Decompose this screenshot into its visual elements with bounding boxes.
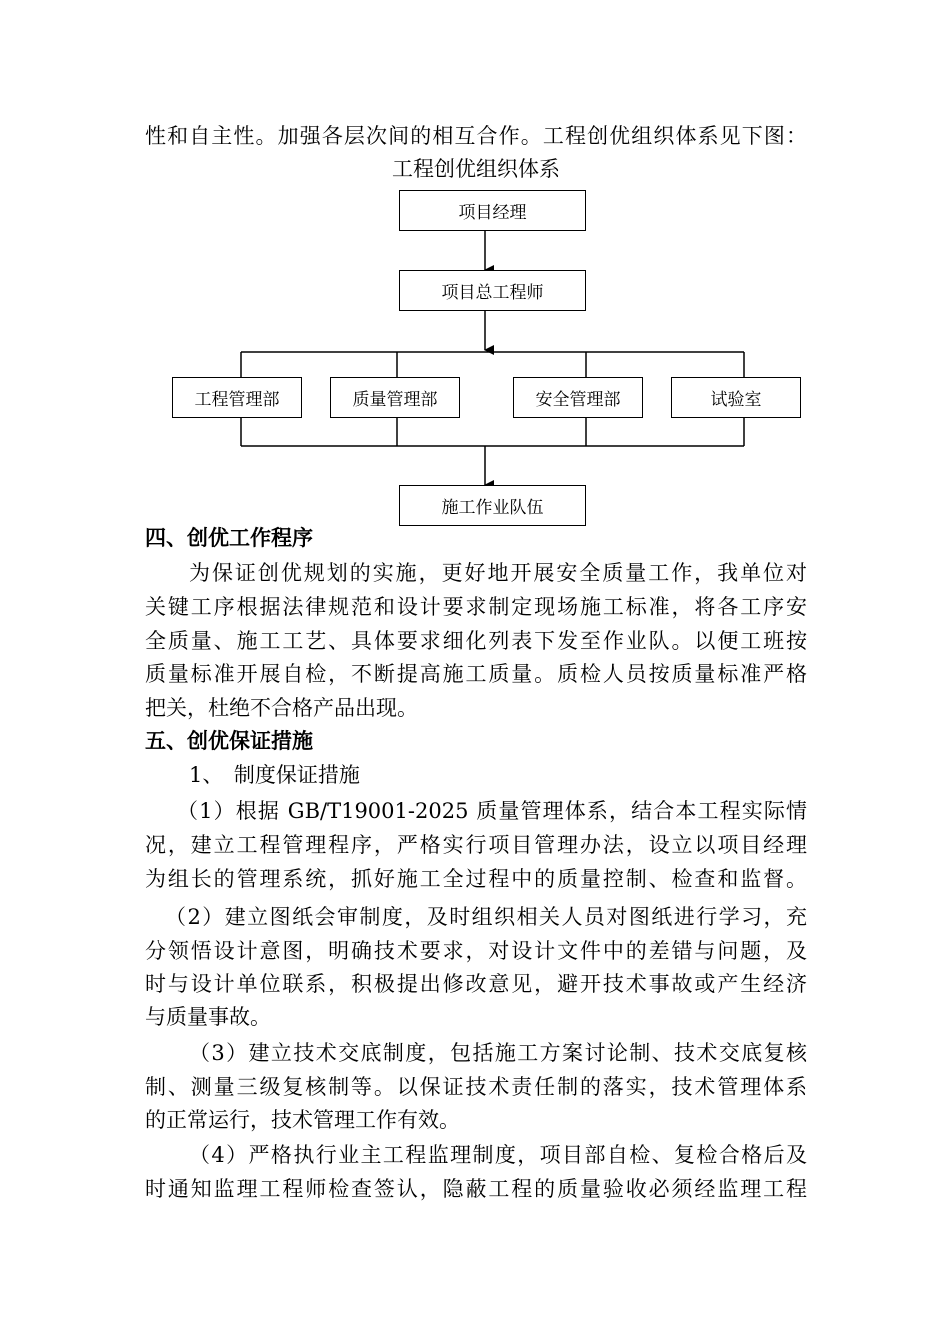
section4-line: 全质量、施工工艺、具体要求细化列表下发至作业队。以便工班按	[145, 629, 807, 653]
p4-line: 时通知监理工程师检查签认，隐蔽工程的质量验收必须经监理工程	[145, 1177, 807, 1201]
org-node-engineering-dept: 工程管理部	[172, 377, 302, 418]
p3-line: 制、测量三级复核制等。以保证技术责任制的落实，技术管理体系	[145, 1075, 807, 1099]
p1-line: 为组长的管理系统，抓好施工全过程中的质量控制、检查和监督。	[145, 867, 807, 891]
intro-line: 性和自主性。加强各层次间的相互合作。工程创优组织体系见下图：	[145, 124, 807, 148]
section4-heading: 四、创优工作程序	[145, 525, 313, 550]
p2-line: （2）建立图纸会审制度，及时组织相关人员对图纸进行学习，充	[165, 905, 807, 929]
p4-line: （4）严格执行业主工程监理制度，项目部自检、复检合格后及	[189, 1143, 807, 1167]
org-node-laboratory: 试验室	[671, 377, 801, 418]
org-node-chief-engineer: 项目总工程师	[399, 270, 586, 311]
p2-line: 与质量事故。	[145, 1005, 271, 1029]
org-chart-title: 工程创优组织体系	[392, 157, 560, 181]
p3-line: 的正常运行，技术管理工作有效。	[145, 1108, 460, 1132]
section4-line: 为保证创优规划的实施，更好地开展安全质量工作，我单位对	[189, 561, 807, 585]
section4-line: 关键工序根据法律规范和设计要求制定现场施工标准，将各工序安	[145, 595, 807, 619]
section4-line: 质量标准开展自检，不断提高施工质量。质检人员按质量标准严格	[145, 662, 807, 686]
org-node-construction-team: 施工作业队伍	[399, 485, 586, 526]
p3-line: （3）建立技术交底制度，包括施工方案讨论制、技术交底复核	[189, 1041, 807, 1065]
org-node-project-manager: 项目经理	[399, 190, 586, 231]
section5-subheading: 1、 制度保证措施	[189, 763, 360, 787]
p1-line: 况，建立工程管理程序，严格实行项目管理办法，设立以项目经理	[145, 833, 807, 857]
section4-line: 把关，杜绝不合格产品出现。	[145, 696, 418, 720]
p2-line: 分领悟设计意图，明确技术要求，对设计文件中的差错与问题，及	[145, 939, 807, 963]
p1-line: （1）根据 GB/T19001-2025 质量管理体系，结合本工程实际情	[177, 799, 807, 823]
org-node-quality-dept: 质量管理部	[330, 377, 460, 418]
section5-heading: 五、创优保证措施	[145, 728, 313, 753]
p2-line: 时与设计单位联系，积极提出修改意见，避开技术事故或产生经济	[145, 972, 807, 996]
org-node-safety-dept: 安全管理部	[513, 377, 643, 418]
